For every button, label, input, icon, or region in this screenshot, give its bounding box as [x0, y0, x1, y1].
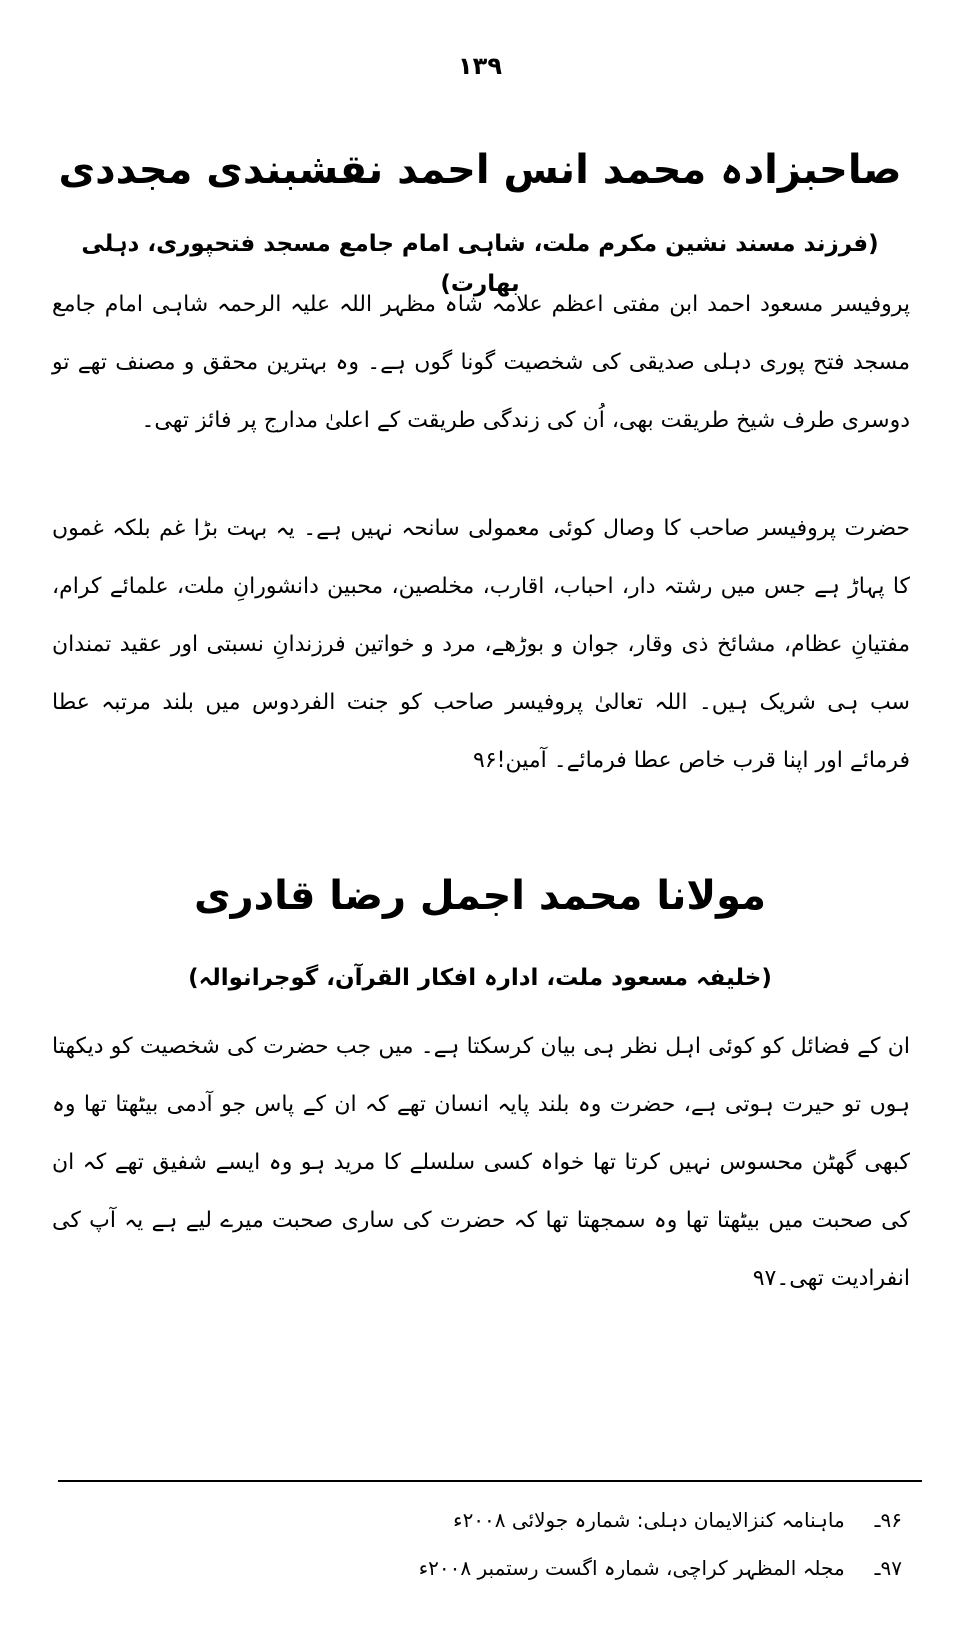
- footnote-text: مجلہ المظہر کراچی، شمارہ اگست رستمبر ۲۰۰۸ء: [418, 1556, 845, 1580]
- footnotes: [102, 1496, 902, 1592]
- footnote-number: ۹۶ـ: [874, 1508, 902, 1532]
- page-number: ۱۳۹: [458, 52, 502, 80]
- section-2-paragraph-1: ان کے فضائل کو کوئی اہل نظر ہی بیان کرسکتا ہے۔ میں جب حضرت کی شخصیت کو دیکھتا ہوں تو حیرت ہوتی ہے، حضرت وہ بلند پایہ انسان تھے کہ ان کے پاس جو آدمی بیٹھتا تھا وہ کبھی گھٹن محسوس نہیں کرتا تھا خواہ کسی سلسلے کا مرید ہو وہ ایسے شفیق تھے کہ ان کی صحبت میں بیٹھتا تھا وہ سمجھتا تھا کہ حضرت کی ساری صحبت میرے لیے ہے یہ آپ کی انفرادیت تھی۔۹۷: [52, 1034, 910, 1291]
- footnote-96: [102, 1496, 902, 1544]
- section-1-paragraph-1: پروفیسر مسعود احمد ابن مفتی اعظم علامہ شاہ مظہر اللہ علیہ الرحمہ شاہی امام جامع مسجد فتح پوری دہلی صدیقی کی شخصیت گونا گوں ہے۔ وہ بہترین محقق و مصنف تھے تو دوسری طرف شیخ طریقت بھی، اُن کی زندگی طریقت کے اعلیٰ مدارج پر فائز تھی۔: [52, 292, 910, 433]
- section-1-title: صاحبزادہ محمد انس احمد نقشبندی مجددی: [58, 147, 902, 193]
- section-1-subtitle: (فرزند مسند نشین مکرم ملت، شاہی امام جامع مسجد فتحپوری، دہلی بھارت): [81, 231, 879, 297]
- footnote-divider: [58, 1480, 922, 1482]
- section-1-paragraph-2: حضرت پروفیسر صاحب کا وصال کوئی معمولی سانحہ نہیں ہے۔ یہ بہت بڑا غم بلکہ غموں کا پہاڑ ہے جس میں رشتہ دار، احباب، اقارب، مخلصین، محبین دانشورانِ ملت، علمائے کرام، مفتیانِ عظام، مشائخ ذی وقار، جوان و بوڑھے، مرد و خواتین فرزندانِ نسبتی اور عقید تمندان سب ہی شریک ہیں۔ اللہ تعالیٰ پروفیسر صاحب کو جنت الفردوس میں بلند مرتبہ عطا فرمائے اور اپنا قرب خاص عطا فرمائے۔ آمین!۹۶: [52, 516, 910, 773]
- footnote-number: ۹۷ـ: [874, 1556, 902, 1580]
- footnote-text: ماہنامہ کنزالایمان دہلی: شمارہ جولائی ۲۰۰۸ء: [453, 1508, 845, 1532]
- footnote-97: [102, 1544, 902, 1592]
- section-2-subtitle: (خلیفہ مسعود ملت، ادارہ افکار القرآن، گوجرانوالہ): [188, 965, 772, 991]
- section-2-title: مولانا محمد اجمل رضا قادری: [193, 873, 767, 919]
